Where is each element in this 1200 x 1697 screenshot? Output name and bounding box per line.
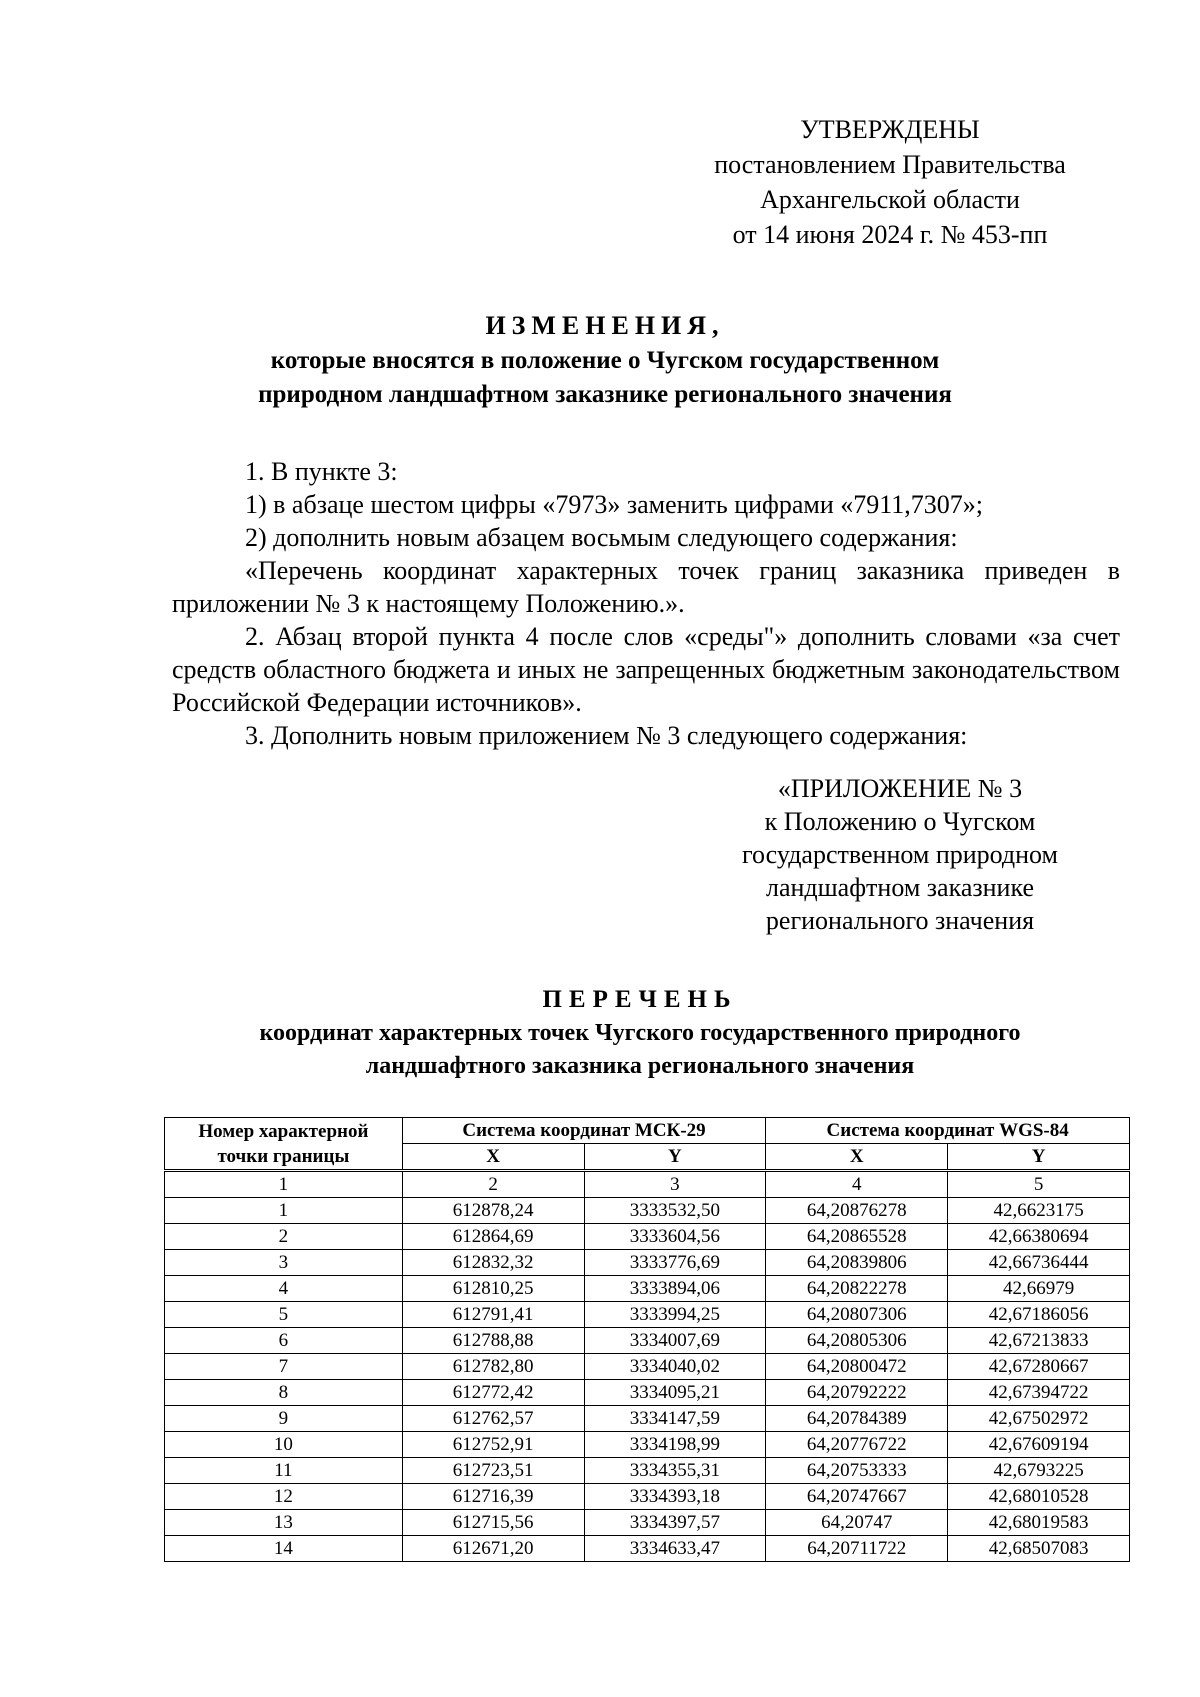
wgs-x-value: 64,20711722 — [766, 1536, 948, 1562]
msk-x-value: 612810,25 — [402, 1276, 584, 1302]
point-number: 5 — [165, 1302, 403, 1328]
wgs-x-value: 64,20776722 — [766, 1432, 948, 1458]
header-msk-y: Y — [584, 1144, 766, 1171]
point-number: 11 — [165, 1458, 403, 1484]
header-wgs84: Система координат WGS-84 — [766, 1118, 1130, 1144]
wgs-y-value: 42,67502972 — [948, 1406, 1130, 1432]
point-number: 12 — [165, 1484, 403, 1510]
table-row — [165, 1250, 1130, 1276]
msk-y-value: 3333604,56 — [584, 1224, 766, 1250]
column-number: 5 — [948, 1171, 1130, 1198]
paragraph: «Перечень координат характерных точек границ заказника приведен в приложении № 3 к настоящему Положению.». — [172, 556, 1120, 618]
table-row — [165, 1432, 1130, 1458]
msk-x-value: 612782,80 — [402, 1354, 584, 1380]
paragraph: 3. Дополнить новым приложением № 3 следующего содержания: — [245, 721, 968, 750]
table-row — [165, 1458, 1130, 1484]
table-row — [165, 1198, 1130, 1224]
point-number: 10 — [165, 1432, 403, 1458]
wgs-x-value: 64,20792222 — [766, 1380, 948, 1406]
wgs-x-value: 64,20805306 — [766, 1328, 948, 1354]
table-row — [165, 1302, 1130, 1328]
appendix-line: ландшафтном заказнике — [765, 873, 1034, 902]
approval-heading: УТВЕРЖДЕНЫ — [800, 115, 980, 144]
msk-x-value: 612864,69 — [402, 1224, 584, 1250]
coordinates-table — [164, 1117, 1130, 1562]
wgs-x-value: 64,20800472 — [766, 1354, 948, 1380]
title-subtitle: природном ландшафтном заказнике регионального значения — [258, 381, 952, 408]
msk-x-value: 612762,57 — [402, 1406, 584, 1432]
wgs-y-value: 42,67186056 — [948, 1302, 1130, 1328]
wgs-y-value: 42,68507083 — [948, 1536, 1130, 1562]
header-point-number — [165, 1118, 403, 1171]
msk-x-value: 612878,24 — [402, 1198, 584, 1224]
table-row — [165, 1510, 1130, 1536]
body-text — [172, 455, 1120, 752]
approval-line: Архангельской области — [760, 185, 1020, 214]
msk-y-value: 3334397,57 — [584, 1510, 766, 1536]
wgs-x-value: 64,20784389 — [766, 1406, 948, 1432]
msk-y-value: 3334355,31 — [584, 1458, 766, 1484]
column-number: 4 — [766, 1171, 948, 1198]
msk-x-value: 612788,88 — [402, 1328, 584, 1354]
wgs-y-value: 42,67394722 — [948, 1380, 1130, 1406]
table-row — [165, 1354, 1130, 1380]
table-row — [165, 1536, 1130, 1562]
msk-y-value: 3333532,50 — [584, 1198, 766, 1224]
approval-line: постановлением Правительства — [714, 150, 1066, 179]
paragraph: 2. Абзац второй пункта 4 после слов «среды"» дополнить словами «за счет средств областного бюджета и иных не запрещенных бюджетным законодательством Российской Федерации источников». — [172, 622, 1120, 717]
msk-y-value: 3333994,25 — [584, 1302, 766, 1328]
msk-x-value: 612752,91 — [402, 1432, 584, 1458]
point-number: 4 — [165, 1276, 403, 1302]
wgs-x-value: 64,20822278 — [766, 1276, 948, 1302]
header-point-line: Номер характерной — [198, 1120, 369, 1142]
point-number: 3 — [165, 1250, 403, 1276]
paragraph: 1. В пункте 3: — [245, 457, 398, 486]
wgs-y-value: 42,66979 — [948, 1276, 1130, 1302]
wgs-x-value: 64,20747 — [766, 1510, 948, 1536]
approval-date: от 14 июня 2024 г. № 453-пп — [732, 220, 1048, 249]
point-number: 14 — [165, 1536, 403, 1562]
msk-y-value: 3334633,47 — [584, 1536, 766, 1562]
wgs-x-value: 64,20807306 — [766, 1302, 948, 1328]
wgs-y-value: 42,6623175 — [948, 1198, 1130, 1224]
wgs-y-value: 42,68019583 — [948, 1510, 1130, 1536]
point-number: 6 — [165, 1328, 403, 1354]
wgs-y-value: 42,67213833 — [948, 1328, 1130, 1354]
appendix-line: государственном природном — [741, 840, 1059, 869]
wgs-x-value: 64,20876278 — [766, 1198, 948, 1224]
list-title — [140, 983, 1140, 1083]
table-row — [165, 1380, 1130, 1406]
column-number: 1 — [165, 1171, 403, 1198]
msk-y-value: 3333776,69 — [584, 1250, 766, 1276]
table-row — [165, 1224, 1130, 1250]
msk-x-value: 612772,42 — [402, 1380, 584, 1406]
header-wgs-x: X — [766, 1144, 948, 1171]
header-wgs-y: Y — [948, 1144, 1130, 1171]
column-number-row — [165, 1171, 1130, 1198]
wgs-y-value: 42,67609194 — [948, 1432, 1130, 1458]
msk-y-value: 3333894,06 — [584, 1276, 766, 1302]
msk-y-value: 3334040,02 — [584, 1354, 766, 1380]
list-title-subtitle: ландшафтного заказника регионального значения — [365, 1053, 915, 1079]
wgs-y-value: 42,66736444 — [948, 1250, 1130, 1276]
msk-y-value: 3334198,99 — [584, 1432, 766, 1458]
table-row — [165, 1484, 1130, 1510]
point-number: 8 — [165, 1380, 403, 1406]
point-number: 1 — [165, 1198, 403, 1224]
title-main: ИЗМЕНЕНИЯ, — [485, 311, 725, 340]
point-number: 2 — [165, 1224, 403, 1250]
paragraph: 1) в абзаце шестом цифры «7973» заменить цифрами «7911,7307»; — [245, 490, 984, 519]
list-title-main: ПЕРЕЧЕНЬ — [542, 986, 738, 1013]
msk-y-value: 3334393,18 — [584, 1484, 766, 1510]
wgs-y-value: 42,68010528 — [948, 1484, 1130, 1510]
header-point-line: точки границы — [217, 1145, 350, 1167]
title-subtitle: которые вносятся в положение о Чугском государственном — [270, 347, 940, 374]
appendix-line: «ПРИЛОЖЕНИЕ № 3 — [777, 774, 1023, 803]
header-msk29: Система координат МСК-29 — [402, 1118, 766, 1144]
msk-x-value: 612723,51 — [402, 1458, 584, 1484]
msk-x-value: 612832,32 — [402, 1250, 584, 1276]
wgs-x-value: 64,20753333 — [766, 1458, 948, 1484]
point-number: 13 — [165, 1510, 403, 1536]
msk-x-value: 612671,20 — [402, 1536, 584, 1562]
column-number: 2 — [402, 1171, 584, 1198]
table-row — [165, 1406, 1130, 1432]
wgs-y-value: 42,67280667 — [948, 1354, 1130, 1380]
msk-y-value: 3334095,21 — [584, 1380, 766, 1406]
list-title-subtitle: координат характерных точек Чугского государственного природного — [259, 1020, 1021, 1046]
approval-block — [680, 112, 1100, 252]
document-title — [140, 308, 1070, 412]
appendix-line: к Положению о Чугском — [764, 807, 1036, 836]
paragraph: 2) дополнить новым абзацем восьмым следующего содержания: — [245, 523, 958, 552]
wgs-x-value: 64,20839806 — [766, 1250, 948, 1276]
point-number: 9 — [165, 1406, 403, 1432]
header-msk-x: X — [402, 1144, 584, 1171]
msk-y-value: 3334147,59 — [584, 1406, 766, 1432]
table-row — [165, 1328, 1130, 1354]
point-number: 7 — [165, 1354, 403, 1380]
wgs-y-value: 42,6793225 — [948, 1458, 1130, 1484]
wgs-y-value: 42,66380694 — [948, 1224, 1130, 1250]
msk-x-value: 612715,56 — [402, 1510, 584, 1536]
wgs-x-value: 64,20865528 — [766, 1224, 948, 1250]
appendix-heading — [700, 772, 1100, 937]
wgs-x-value: 64,20747667 — [766, 1484, 948, 1510]
appendix-line: регионального значения — [765, 906, 1035, 935]
table-row — [165, 1276, 1130, 1302]
msk-y-value: 3334007,69 — [584, 1328, 766, 1354]
msk-x-value: 612716,39 — [402, 1484, 584, 1510]
msk-x-value: 612791,41 — [402, 1302, 584, 1328]
column-number: 3 — [584, 1171, 766, 1198]
